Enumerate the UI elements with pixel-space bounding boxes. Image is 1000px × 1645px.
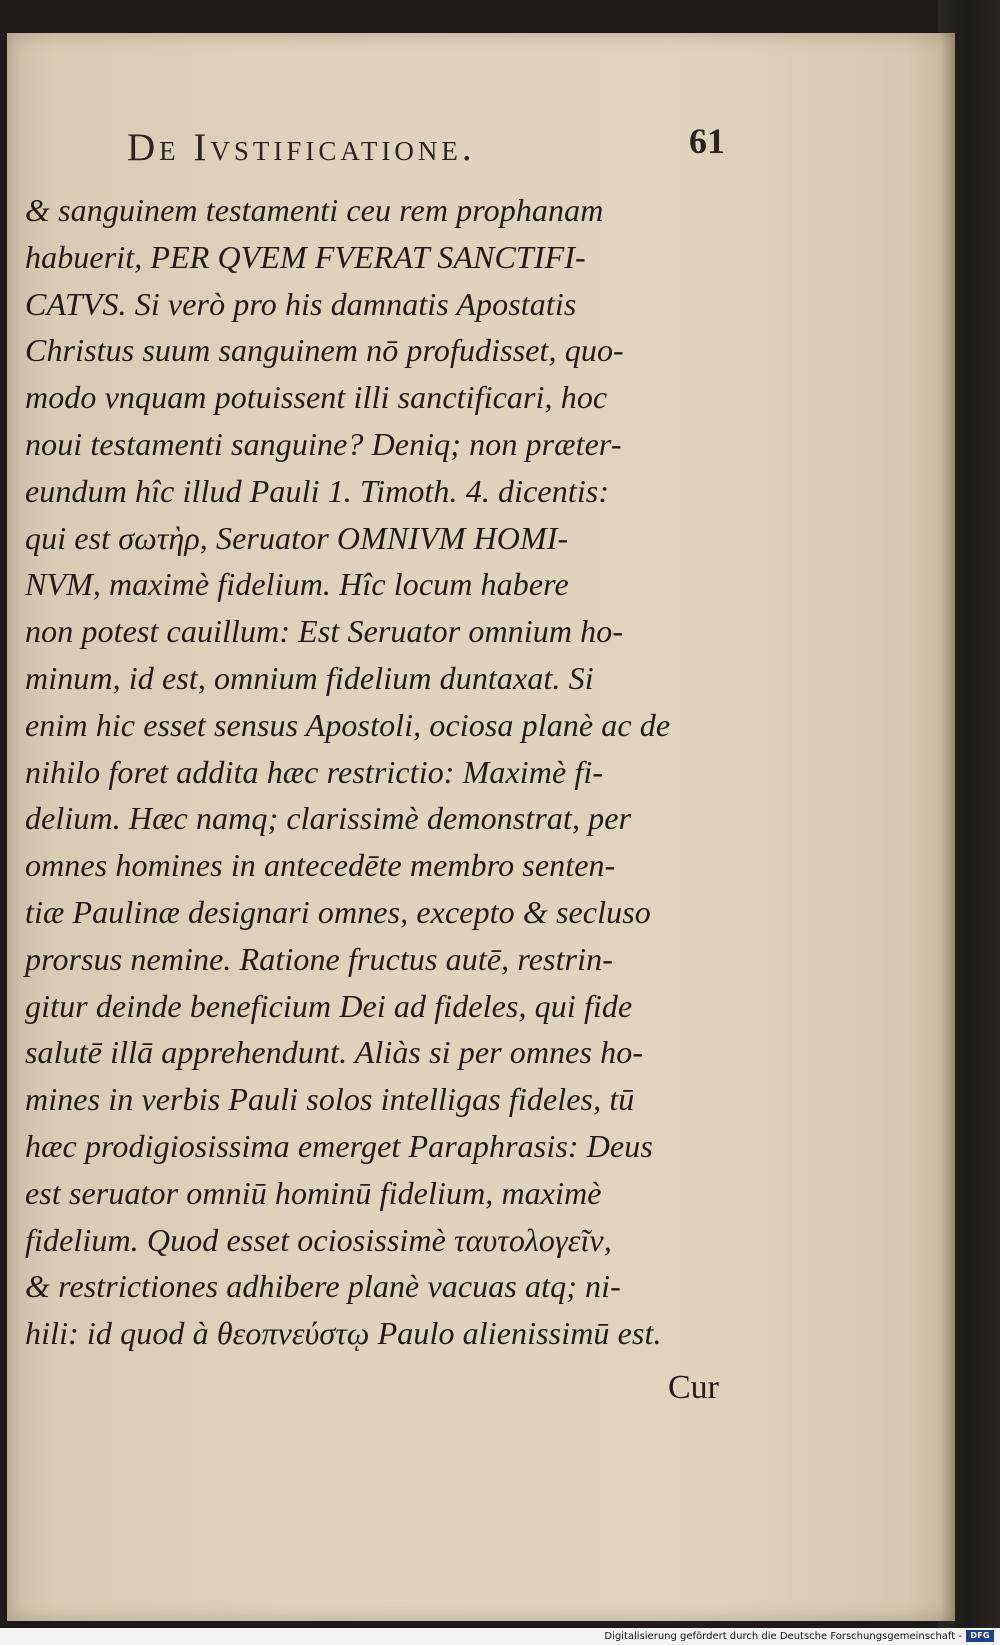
running-head: De Ivstificatione.	[127, 126, 476, 169]
book-page	[7, 33, 955, 1621]
text-line-17: prorsus nemine. Ratione fructus autē, restrin-	[25, 940, 613, 977]
text-line-15: omnes homines in antecedēte membro senten-	[25, 847, 616, 884]
dfg-logo: DFG	[966, 1630, 994, 1642]
text-line-19: salutē illā apprehendunt. Aliàs si per omnes ho-	[25, 1034, 644, 1071]
text-line-20: mines in verbis Pauli solos intelligas fideles, tū	[25, 1081, 635, 1118]
text-line-9: NVM, maximè fidelium. Hîc locum habere	[25, 566, 569, 603]
text-line-14: delium. Hæc namq; clarissimè demonstrat, per	[25, 800, 632, 837]
funding-note: Digitalisierung gefördert durch die Deutsche Forschungsgemeinschaft -	[604, 1631, 962, 1642]
text-line-1: & sanguinem testamenti ceu rem prophanam	[25, 192, 604, 228]
text-line-24: & restrictiones adhibere planè vacuas atq; ni-	[25, 1268, 621, 1305]
text-line-5: modo vnquam potuissent illi sanctificari, hoc	[25, 379, 608, 416]
text-line-13: nihilo foret addita hæc restrictio: Maximè fi-	[25, 753, 604, 790]
text-line-3: CATVS. Si verò pro his damnatis Apostatis	[25, 285, 577, 322]
page-header	[127, 121, 725, 172]
text-line-22: est seruator omniū hominū fidelium, maximè	[25, 1174, 602, 1211]
text-line-21: hæc prodigiosissima emerget Paraphrasis: Deus	[25, 1127, 653, 1164]
text-line-25: hili: id quod à θεοπνεύστῳ Paulo alienissimū est.	[25, 1315, 662, 1352]
text-line-12: enim hic esset sensus Apostoli, ociosa planè ac de	[25, 706, 671, 743]
text-line-6: noui testamenti sanguine? Deniq; non præter-	[25, 425, 622, 462]
text-line-4: Christus suum sanguinem nō profudisset, quo-	[25, 332, 624, 369]
text-line-2: habuerit, PER QVEM FVERAT SANCTIFI-	[25, 238, 586, 275]
catchword: Cur	[668, 1369, 719, 1406]
page-number: 61	[689, 121, 725, 161]
body-text	[25, 187, 727, 1357]
text-line-11: minum, id est, omnium fidelium duntaxat. Si	[25, 659, 594, 696]
text-line-10: non potest cauillum: Est Seruator omnium ho-	[25, 613, 624, 650]
text-line-16: tiæ Paulinæ designari omnes, excepto & secluso	[25, 893, 651, 930]
text-line-18: gitur deinde beneficium Dei ad fideles, qui fide	[25, 987, 633, 1024]
text-line-8: qui est σωτὴρ, Seruator OMNIVM HOMI-	[25, 519, 569, 556]
text-line-23: fidelium. Quod esset ociosissimè ταυτολογεῖν,	[25, 1221, 612, 1258]
text-line-7: eundum hîc illud Pauli 1. Timoth. 4. dicentis:	[25, 472, 610, 509]
